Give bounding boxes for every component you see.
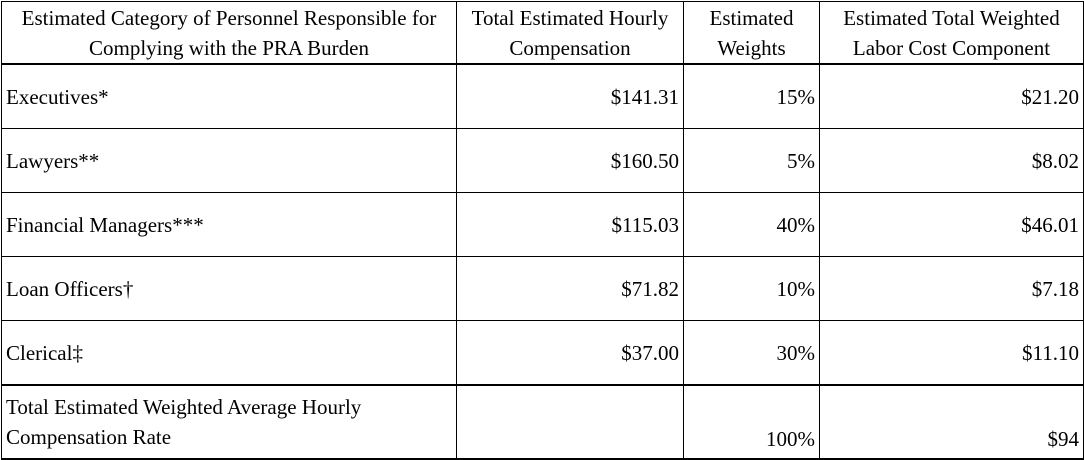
cell-compensation: $37.00 xyxy=(457,321,684,386)
total-weight: 100% xyxy=(684,385,820,459)
cell-compensation: $115.03 xyxy=(457,193,684,257)
cell-category: Lawyers** xyxy=(2,129,457,193)
cell-weighted-cost: $46.01 xyxy=(820,193,1084,257)
cell-weight: 40% xyxy=(684,193,820,257)
header-hourly-compensation: Total Estimated Hourly Compensation xyxy=(457,2,684,65)
cell-weight: 10% xyxy=(684,257,820,321)
cell-compensation: $141.31 xyxy=(457,64,684,129)
header-estimated-weights: Estimated Weights xyxy=(684,2,820,65)
cell-compensation: $71.82 xyxy=(457,257,684,321)
cell-category: Financial Managers*** xyxy=(2,193,457,257)
header-row xyxy=(2,2,1084,65)
total-compensation xyxy=(457,385,684,459)
cell-category: Loan Officers† xyxy=(2,257,457,321)
header-personnel-category: Estimated Category of Personnel Responsible for Complying with the PRA Burden xyxy=(2,2,457,65)
cell-weighted-cost: $11.10 xyxy=(820,321,1084,386)
cell-category: Executives* xyxy=(2,64,457,129)
cell-compensation: $160.50 xyxy=(457,129,684,193)
cell-weight: 30% xyxy=(684,321,820,386)
header-weighted-labor-cost: Estimated Total Weighted Labor Cost Component xyxy=(820,2,1084,65)
cell-weight: 15% xyxy=(684,64,820,129)
total-weighted-cost: $94 xyxy=(820,385,1084,459)
total-label: Total Estimated Weighted Average Hourly Compensation Rate xyxy=(2,385,457,459)
total-row xyxy=(2,385,1084,459)
table-row xyxy=(2,321,1084,386)
table-row xyxy=(2,193,1084,257)
table-header xyxy=(2,2,1084,65)
table-row xyxy=(2,64,1084,129)
cell-weighted-cost: $8.02 xyxy=(820,129,1084,193)
table-row xyxy=(2,129,1084,193)
cell-weight: 5% xyxy=(684,129,820,193)
table-row xyxy=(2,257,1084,321)
cell-weighted-cost: $21.20 xyxy=(820,64,1084,129)
cell-category: Clerical‡ xyxy=(2,321,457,386)
labor-cost-table xyxy=(1,1,1084,460)
cell-weighted-cost: $7.18 xyxy=(820,257,1084,321)
table-body xyxy=(2,64,1084,459)
